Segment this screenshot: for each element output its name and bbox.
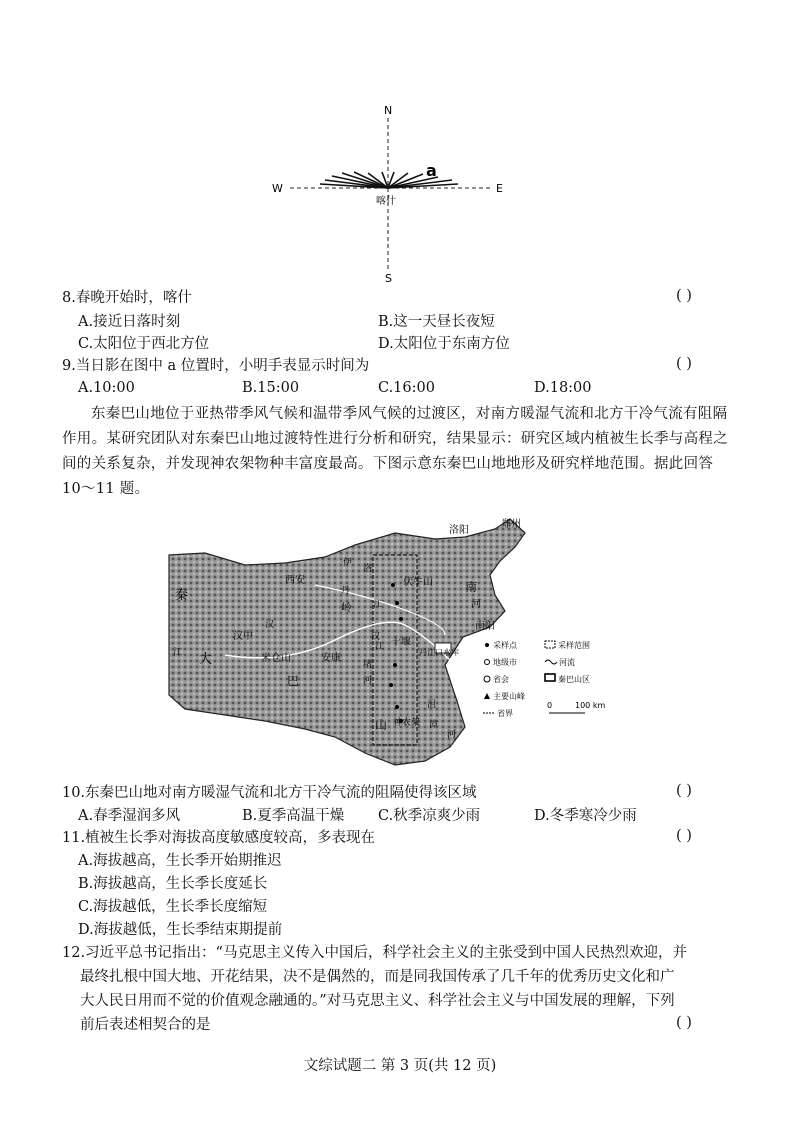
city-nanyang: 南阳 — [475, 621, 495, 632]
label-dan: 丹 — [341, 586, 351, 596]
legend-scale-label: 100 km — [575, 701, 606, 710]
city-xian: 西安 — [285, 575, 305, 586]
label-ba: 巴 — [287, 674, 300, 688]
compass-north: N — [384, 104, 393, 117]
q11-option-c: C.海拔越低，生长季长度缩短 — [78, 899, 268, 915]
q9-option-d: D.18:00 — [534, 380, 592, 396]
q9-stem: 9.当日影在图中 a 位置时，小明手表显示时间为 — [62, 358, 370, 374]
q10-option-d: D.冬季寒冷少雨 — [534, 808, 637, 824]
label-qin: 秦 — [175, 588, 189, 603]
q8-option-b: B.这一天昼长夜短 — [378, 314, 495, 330]
marker-a: a — [426, 161, 437, 180]
passage-text: 东秦巴山地位于亚热带季风气候和温带季风气候的过渡区，对南方暖湿气流和北方干冷气流有阻隔作用。某研究团队对东秦巴山地过渡特性进行分析和研究，结果显示：研究区域内植被生长季与高程之间的关系复杂，并发现神农架物种丰富度最高。下图示意东秦巴山地地形及研究样地范围。据此回答 10～11 题。 — [62, 406, 728, 497]
shadow-lines — [320, 172, 458, 188]
q10-answer-paren: ( ) — [676, 783, 692, 799]
q8-answer-paren: ( ) — [676, 288, 692, 304]
label-han: 汉 — [265, 620, 275, 630]
label-jiang3: 江 — [375, 642, 385, 652]
q9-option-b: B.15:00 — [242, 380, 300, 396]
q11-stem: 11.植被生长季对海拔高度敏感度较高，多表现在 — [62, 830, 376, 846]
label-luo: 洛 — [363, 564, 373, 574]
legend-prefecture-city: 地级市 — [493, 658, 517, 667]
legend-river: 河流 — [559, 658, 575, 667]
q9-option-c: C.16:00 — [378, 380, 435, 396]
q8-option-d: D.太阳位于东南方位 — [378, 336, 510, 352]
label-han2: 汉 — [371, 632, 381, 642]
page-footer: 文综试题二 第 3 页(共 12 页) — [303, 1058, 497, 1074]
label-jiang: 江 — [173, 648, 183, 658]
q11-option-a: A.海拔越高，生长季开始期推迟 — [78, 853, 282, 869]
qinba-terrain-map — [165, 515, 627, 787]
q8-option-a: A.接近日落时刻 — [78, 314, 181, 330]
legend-capital: 省会 — [493, 675, 509, 684]
q12-line-2: 最终扎根中国大地、开花结果，决不是偶然的，而是同我国传承了几千年的优秀历史文化和广 — [80, 969, 675, 985]
legend-border: 省界 — [497, 709, 513, 718]
q12-line-1: 12.习近平总书记指出：“马克思主义传入中国后，科学社会主义的主张受到中国人民热烈欢迎，并 — [62, 945, 687, 961]
q12-line-4: 前后表述相契合的是 — [80, 1017, 211, 1033]
label-he: 河 — [471, 599, 481, 610]
map-region-shape — [169, 519, 525, 765]
compass-center-label: 喀什 — [376, 196, 396, 207]
city-shiyan: 十堰 — [391, 637, 411, 648]
label-he3: 河 — [447, 730, 457, 740]
city-ankang: 安康 — [321, 653, 341, 664]
q10-stem: 10.东秦巴山地对南方暖湿气流和北方干冷气流的阻隔使得该区域 — [62, 785, 477, 801]
q9-option-a: A.10:00 — [78, 380, 135, 396]
label-shan: 山 — [375, 718, 388, 732]
label-du: 堵 — [363, 660, 373, 670]
legend-peak: 主要山峰 — [493, 692, 525, 701]
sundial-compass-diagram — [260, 100, 520, 285]
q11-option-d: D.海拔越低，生长季结束期提前 — [78, 922, 283, 938]
q11-answer-paren: ( ) — [676, 828, 692, 844]
city-luoyang: 洛阳 — [449, 525, 469, 536]
label-nan: 南 — [465, 580, 478, 594]
legend-sample-point: 采样点 — [493, 641, 517, 650]
legend-region: 秦巴山区 — [558, 675, 590, 684]
label-micang: 米仓山 — [261, 653, 291, 664]
q10-option-b: B.夏季高温干燥 — [242, 808, 345, 824]
label-da: 大 — [199, 652, 213, 667]
city-hanzhong: 汉中 — [233, 631, 253, 642]
q11-option-b: B.海拔越高，生长季长度延长 — [78, 876, 268, 892]
q12-line-3: 大人民日用而不觉的价值观念融通的。”对马克思主义、科学社会主义与中国发展的理解，下列 — [80, 993, 675, 1009]
compass-west: W — [272, 182, 283, 195]
city-shennongjia: 神农架 — [393, 718, 421, 728]
compass-east: E — [496, 182, 503, 195]
label-funiu: 伏牛山 — [403, 577, 433, 588]
label-ling: 岭 — [341, 601, 352, 614]
q10-option-c: C.秋季凉爽少雨 — [378, 808, 481, 824]
label-ju: 沮 — [427, 700, 437, 710]
label-danjiangkou: 丹江口水库 — [419, 648, 459, 657]
q9-answer-paren: ( ) — [676, 356, 692, 372]
city-zhengzhou: 郑州 — [501, 519, 521, 530]
q8-stem: 8.春晚开始时，喀什 — [62, 290, 192, 306]
label-he2: 河 — [363, 676, 373, 686]
label-jiang2: 江 — [373, 600, 383, 610]
compass-south: S — [385, 272, 392, 285]
q8-option-c: C.太阳位于西北方位 — [78, 336, 210, 352]
label-zhang: 漳 — [429, 720, 439, 730]
q10-option-a: A.春季湿润多风 — [78, 808, 181, 824]
legend-sample-range: 采样范围 — [558, 641, 590, 650]
legend-scale-zero: 0 — [547, 701, 553, 710]
q12-answer-paren: ( ) — [676, 1015, 692, 1031]
label-yi: 伊 — [343, 558, 353, 568]
